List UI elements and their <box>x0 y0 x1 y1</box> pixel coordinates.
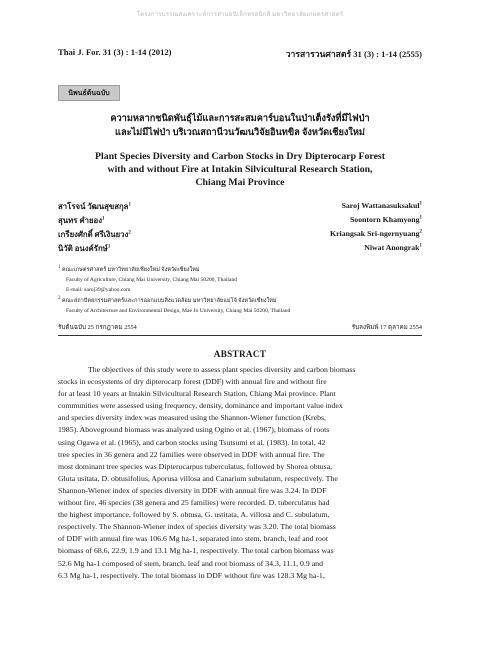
affiliation-1-email: E-mail: saroj39@yahoo.com <box>66 287 131 293</box>
title-thai-line-2: และไม่มีไฟป่า บริเวณสถานีวนวัฒนวิจัยอินทขิล จังหวัดเชียงใหม่ <box>115 127 365 137</box>
affiliation-2-english: Faculty of Architecture and Environmental Design, Mae Jo University, Chiang Mai 50200, Thailand <box>66 308 291 314</box>
journal-citation-en: Thai J. For. 31 (3) : 1-14 (2012) <box>58 47 172 57</box>
journal-citation-th: วารสารวนศาสตร์ 31 (3) : 1-14 (2555) <box>285 49 422 59</box>
affiliation-1-english: Faculty of Agriculture, Chiang Mai University, Chiang Mai 50200, Thailand <box>66 277 238 283</box>
abstract-line: using Ogawa et al. (1965), and carbon stocks using Tsutsumi et al. (1983). In total, 42 <box>58 437 326 447</box>
title-english-line-3: Chiang Mai Province <box>195 177 285 188</box>
title-thai-line-1: ความหลากชนิดพันธุ์ไม้และการสะสมคาร์บอนในป่าเต็งรังที่มีไฟป่า <box>110 113 370 123</box>
author-en-1: Saroj Wattanasuksakul$^1$ <box>341 201 422 210</box>
abstract-line: tree species in 36 genera and 22 families were observed in DDF with annual fire. The <box>58 449 325 459</box>
abstract-line: and species diversity index was measured using the Shannon-Wiener function (Krebs, <box>58 413 326 423</box>
author-th-1: สาโรจน์ วัฒนสุขสกุล$^1$ <box>58 202 131 211</box>
section-divider <box>58 335 422 336</box>
abstract-line: biomass of 68.6, 22.9, 1.9 and 13.1 Mg ha-1, respectively. The total carbon biomass was <box>58 546 334 556</box>
article-type-badge: นิพนธ์ต้นฉบับ <box>58 85 120 101</box>
affiliation-2-thai: $^2$ คณะสถาปัตยกรรมศาสตร์และการออกแบบสิ่งแวดล้อม มหาวิทยาลัยแม่โจ้ จังหวัดเชียงใหม่ <box>58 296 277 304</box>
author-th-3: เกรียงศักดิ์ ศรีเงินยวง$^2$ <box>58 230 131 239</box>
abstract-body <box>58 364 422 582</box>
accepted-date: รับลงพิมพ์ 17 ตุลาคม 2554 <box>351 324 422 331</box>
author-en-3: Kriangsak Sri-ngernyuang$^2$ <box>330 229 422 238</box>
abstract-line: Gluta usitata, D. obtusifolius, Aporusa villosa and Canarium subulatum, respectively. The <box>58 473 338 483</box>
title-english-line-1: Plant Species Diversity and Carbon Stocks in Dry Dipterocarp Forest <box>95 151 385 162</box>
abstract-line: 52.6 Mg ha-1 composed of stem, branch, leaf and root biomass of 34.3, 11.1, 0.9 and <box>58 558 323 568</box>
abstract-line: 6.3 Mg ha-1, respectively. The total biomass in DDF without fire was 128.3 Mg ha-1, <box>58 570 325 580</box>
author-en-2: Soontorn Khamyong$^1$ <box>349 215 422 224</box>
abstract-line: for at least 10 years at Intakin Silvicultural Research Station, Chiang Mai province. Plant <box>58 389 336 399</box>
abstract-line: respectively. The Shannon-Wiener index of species diversity was 3.20. The total biomass <box>58 522 336 532</box>
abstract-line: of DDF with annual fire was 106.6 Mg ha-1, separated into stem, branch, leaf and root <box>58 534 329 544</box>
author-th-4: นิวัติ อนงค์รักษ์$^1$ <box>58 244 111 253</box>
received-date: รับต้นฉบับ 25 กรกฎาคม 2554 <box>58 324 137 331</box>
abstract-line: The objectives of this study were to assess plant species diversity and carbon biomass <box>88 365 356 374</box>
author-th-2: สุนทร คำยอง$^1$ <box>58 216 105 225</box>
author-en-4: Niwat Anongrak$^1$ <box>364 243 422 252</box>
abstract-heading: ABSTRACT <box>213 349 267 359</box>
abstract-line: 1985). Aboveground biomass was analyzed using Ogino et al. (1967), biomass of roots <box>58 425 330 435</box>
abstract-line: the highest importance, followed by S. obtusa, G. ustitata, A. villosa and C. subulatum, <box>58 510 330 520</box>
abstract-line: stocks in ecosystems of dry dipterocarp forest (DDF) with annual fire and without fire <box>58 377 327 387</box>
affiliation-1-thai: $^1$ คณะเกษตรศาสตร์ มหาวิทยาลัยเชียงใหม่ จังหวัดเชียงใหม่ <box>58 265 200 273</box>
abstract-line: most dominant tree species was Dipterocarpus tuberculatus, followed by Shorea obtusa, <box>58 461 333 471</box>
abstract-line: Shannon-Wiener index of species diversity in DDF with annual fire was 3.24. In DDF <box>58 485 327 495</box>
title-english-line-2: with and without Fire at Intakin Silvicultural Research Station, <box>107 164 373 175</box>
watermark: โครงการบรรณสงเคราะห์การสานอนิเล็กทรอนิกส์ มหาวิทยาลัยเกษตรศาสตร์ <box>136 12 344 18</box>
abstract-line: communities were assessed using frequency, density, dominance and important value index <box>58 401 343 411</box>
abstract-line: without fire, 46 species (38 genera and 25 families) were recorded. D. tuberculatus had <box>58 498 330 508</box>
